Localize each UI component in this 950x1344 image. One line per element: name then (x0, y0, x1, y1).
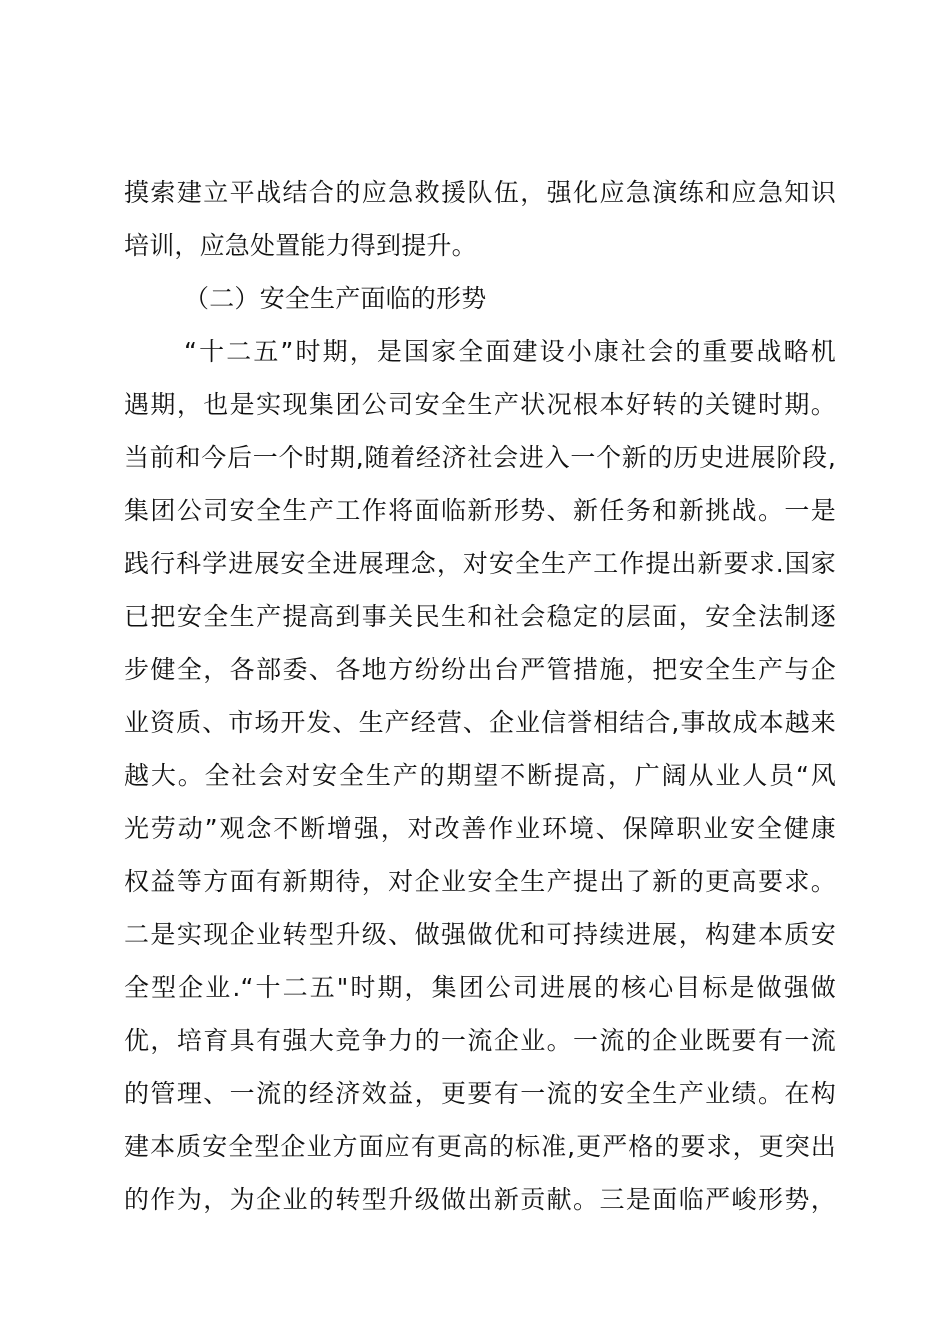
text-line: 的作为，为企业的转型升级做出新贡献。三是面临严峻形势， (124, 1185, 836, 1214)
text-line: 的管理、一流的经济效益，更要有一流的安全生产业绩。在构 (124, 1079, 836, 1108)
text-line: 建本质安全型企业方面应有更高的标准,更严格的要求，更突出 (124, 1132, 836, 1161)
text-line: 已把安全生产提高到事关民生和社会稳定的层面，安全法制逐 (124, 602, 836, 631)
text-line: 业资质、市场开发、生产经营、企业信誉相结合,事故成本越来 (124, 708, 836, 737)
text-line: 当前和今后一个时期,随着经济社会进入一个新的历史进展阶段, (124, 443, 836, 472)
text-line: 集团公司安全生产工作将面临新形势、新任务和新挑战。一是 (124, 496, 836, 525)
text-line: 培训，应急处置能力得到提升。 (124, 231, 477, 260)
text-line: 遇期，也是实现集团公司安全生产状况根本好转的关键时期。 (124, 390, 836, 419)
text-line: 光劳动”观念不断增强，对改善作业环境、保障职业安全健康 (124, 814, 836, 843)
text-line: 二是实现企业转型升级、做强做优和可持续进展，构建本质安 (124, 920, 836, 949)
text-line: 步健全，各部委、各地方纷纷出台严管措施，把安全生产与企 (124, 655, 836, 684)
text-line: 摸索建立平战结合的应急救援队伍，强化应急演练和应急知识 (124, 178, 836, 207)
paragraph-first-line: “十二五”时期，是国家全面建设小康社会的重要战略机 (184, 337, 836, 366)
text-line: 全型企业.“十二五"时期，集团公司进展的核心目标是做强做 (124, 973, 836, 1002)
text-line: 践行科学进展安全进展理念，对安全生产工作提出新要求.国家 (124, 549, 836, 578)
text-line: 越大。全社会对安全生产的期望不断提高，广阔从业人员“风 (124, 761, 836, 790)
text-line: 权益等方面有新期待，对企业安全生产提出了新的更高要求。 (124, 867, 836, 896)
document-body (124, 166, 836, 1226)
section-heading: （二）安全生产面临的形势 (184, 284, 487, 313)
text-line: 优，培育具有强大竞争力的一流企业。一流的企业既要有一流 (124, 1026, 836, 1055)
